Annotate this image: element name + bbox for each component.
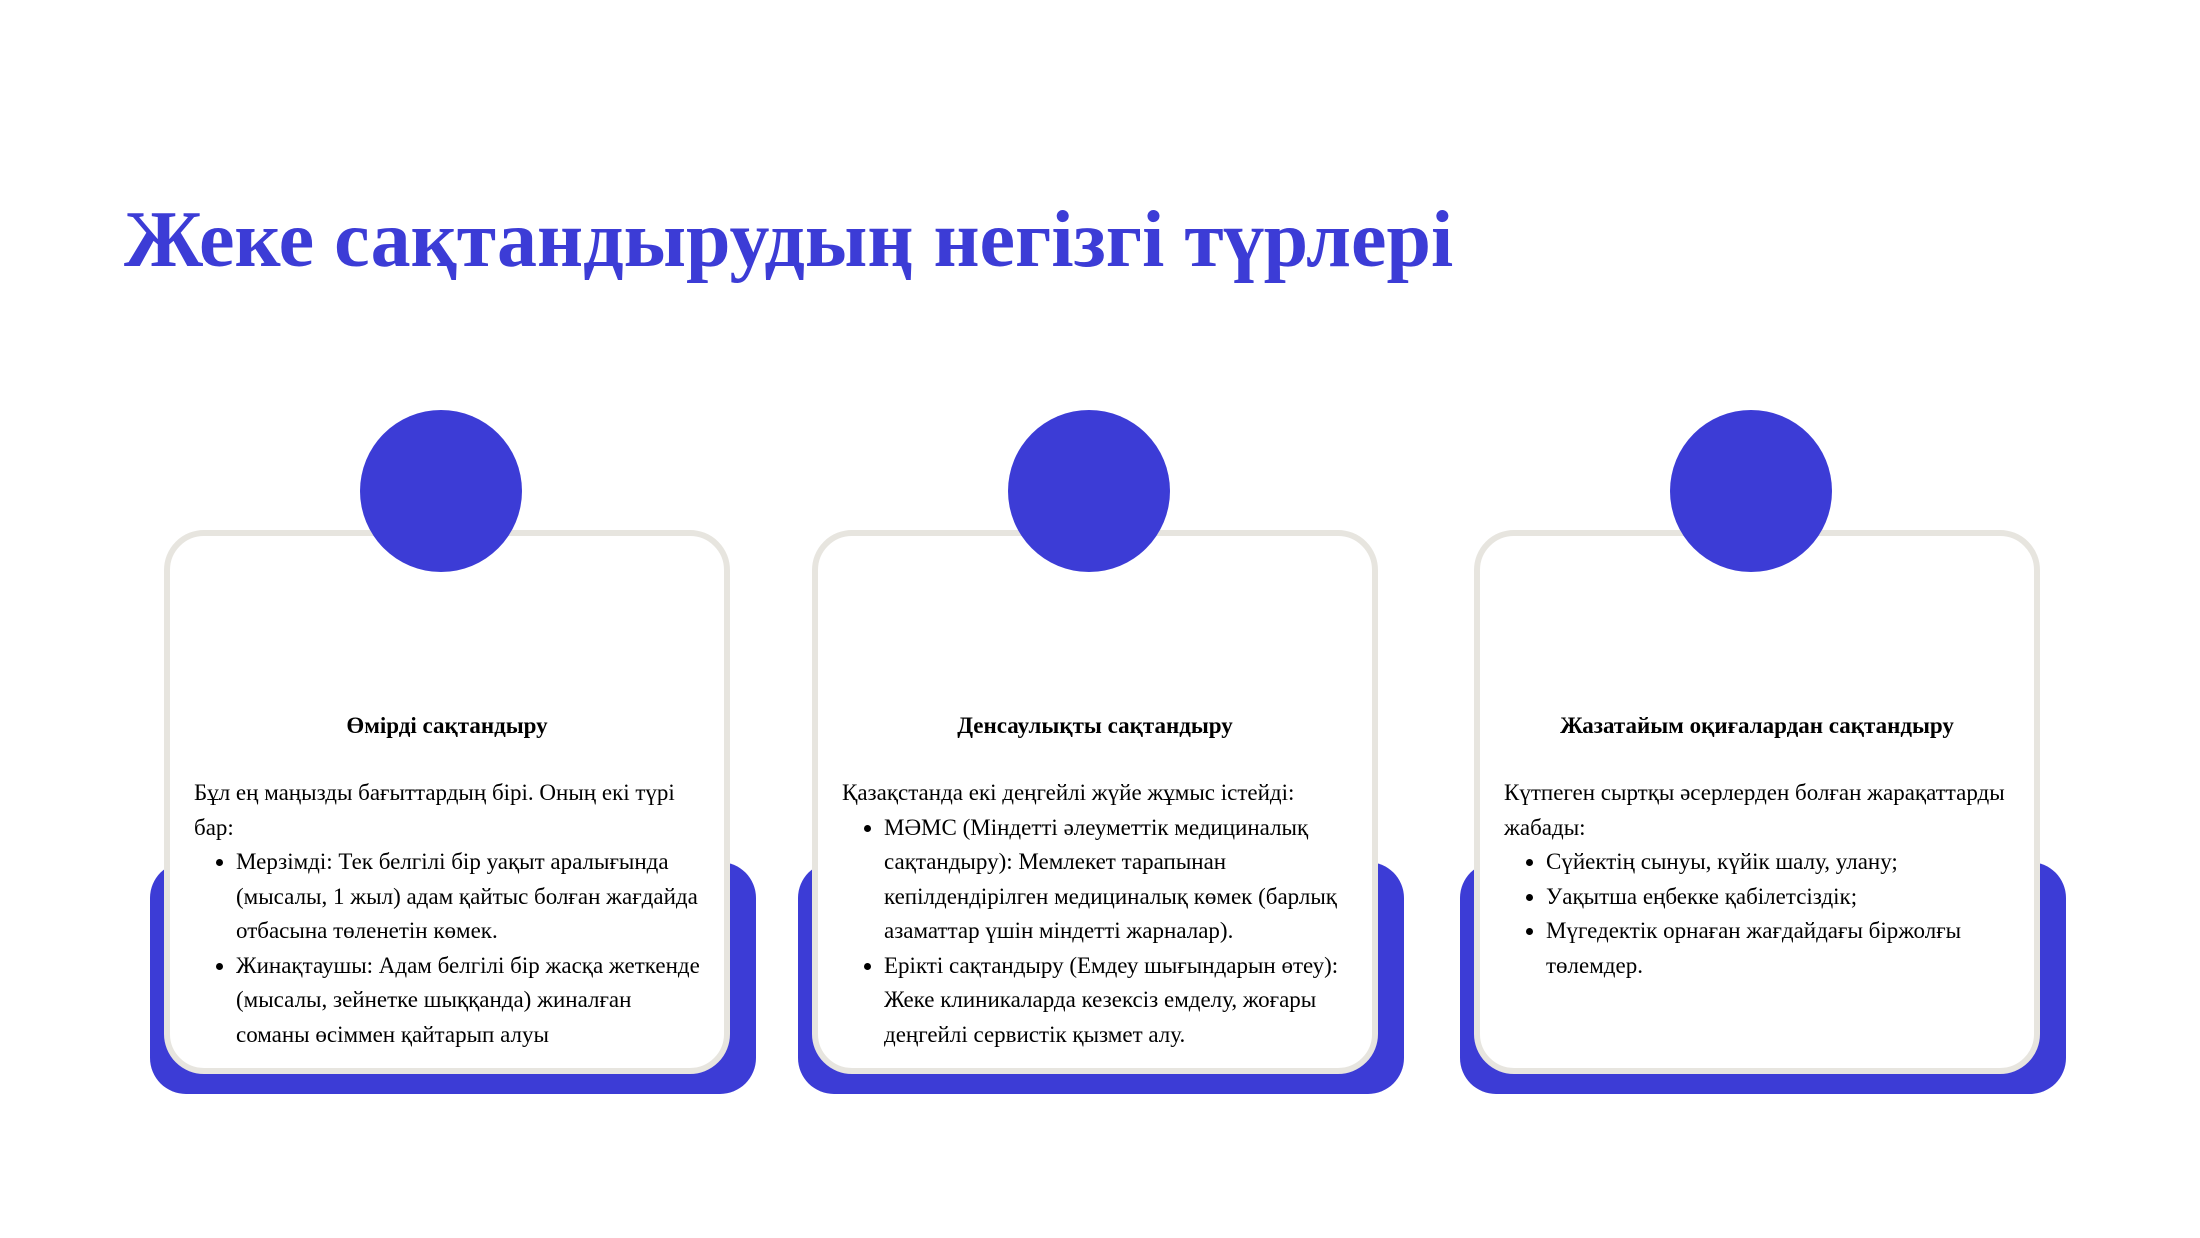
page-title: Жеке сақтандырудың негізгі түрлері	[124, 196, 1454, 284]
card-heading: Жазатайым оқиғалардан сақтандыру	[1560, 713, 1954, 738]
list-item: • Мүгедектік орнаған жағдайдағы біржолғы төлемдер.	[1546, 914, 2020, 983]
card-health-insurance	[798, 410, 1406, 1094]
list-item: • Сүйектің сынуы, күйік шалу, улану;	[1546, 845, 2020, 880]
list-item: • Ерікті сақтандыру (Емдеу шығындарын өтеу): Жеке клиникаларда кезексіз емделу, жоғары деңгейлі сервистік қызмет алу.	[884, 949, 1358, 1053]
card-accident-insurance	[1460, 410, 2068, 1094]
card-panel	[812, 530, 1378, 1074]
card-intro: Қазақстанда екі деңгейлі жүйе жұмыс істейді:	[842, 780, 1295, 805]
card-list	[842, 811, 1358, 1053]
card-heading: Өмірді сақтандыру	[346, 713, 548, 738]
circle-decoration	[1670, 410, 1832, 572]
card-panel	[1474, 530, 2040, 1074]
card-intro: Күтпеген сыртқы әсерлерден болған жарақаттарды жабады:	[1504, 780, 2005, 840]
circle-decoration	[360, 410, 522, 572]
list-item: • Уақытша еңбекке қабілетсіздік;	[1546, 880, 2020, 915]
card-intro: Бұл ең маңызды бағыттардың бірі. Оның екі түрі бар:	[194, 780, 675, 840]
card-life-insurance	[150, 410, 758, 1094]
card-list	[1504, 845, 2020, 983]
card-body	[1504, 776, 2020, 983]
card-body	[194, 776, 710, 1052]
list-item: • Мерзімді: Тек белгілі бір уақыт аралығында (мысалы, 1 жыл) адам қайтыс болған жағдайда отбасына төленетін көмек.	[236, 845, 710, 949]
card-heading: Денсаулықты сақтандыру	[957, 713, 1233, 738]
card-panel	[164, 530, 730, 1074]
list-item: • МӘМС (Міндетті әлеуметтік медициналық сақтандыру): Мемлекет тарапынан кепілдендірілген медициналық көмек (барлық азаматтар үшін міндетті жарналар).	[884, 811, 1358, 949]
list-item: • Жинақтаушы: Адам белгілі бір жасқа жеткенде (мысалы, зейнетке шыққанда) жиналған соманы өсіммен қайтарып алуы	[236, 949, 710, 1053]
card-list	[194, 845, 710, 1052]
circle-decoration	[1008, 410, 1170, 572]
card-body	[842, 776, 1358, 1052]
